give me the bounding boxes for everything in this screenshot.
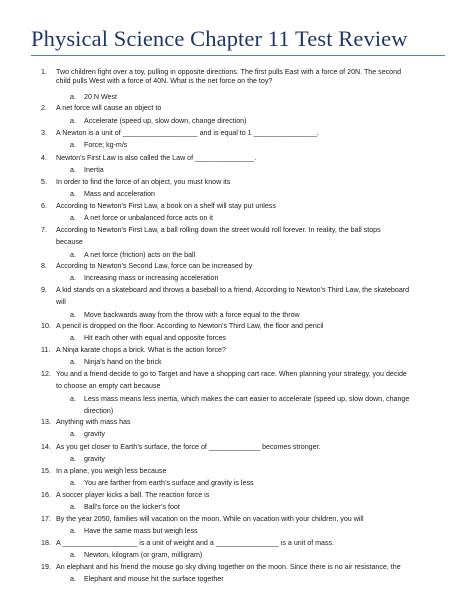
question-number: 3.: [41, 129, 47, 137]
answer-text: gravity: [84, 430, 105, 438]
title-underline: [31, 55, 445, 56]
question-text: Anything with mass has: [56, 418, 131, 426]
question-number: 10.: [41, 322, 51, 330]
answer-letter: a.: [70, 455, 76, 463]
answer-letter: a.: [70, 527, 76, 535]
question-text: A Newton is a unit of ___________________ and is equal to 1 ________________.: [56, 129, 319, 137]
question-number: 14.: [41, 443, 51, 451]
question-text: As you get closer to Earth’s surface, the force of _____________ becomes stronger.: [56, 443, 321, 451]
question-number: 6.: [41, 202, 47, 210]
answer-letter: a.: [70, 214, 76, 222]
answer-text: 20 N West: [84, 93, 117, 101]
answer-text: Force; kg-m/s: [84, 141, 128, 149]
question-number: 9.: [41, 286, 47, 294]
answer-letter: a.: [70, 551, 76, 559]
answer-letter: a.: [70, 251, 76, 259]
question-text: A kid stands on a skateboard and throws a baseball to a friend. According to Newton’s Third Law, the skateboard: [56, 286, 410, 294]
answer-text: Hit each other with equal and opposite forces: [84, 334, 226, 342]
question-text: According to Newton’s Second Law, force can be increased by: [56, 262, 253, 270]
answer-letter: a.: [70, 395, 76, 403]
question-text: A net force will cause an object to: [56, 104, 162, 112]
answer-letter: a.: [70, 575, 76, 583]
answer-letter: a.: [70, 479, 76, 487]
question-number: 2.: [41, 104, 47, 112]
answer-text: Newton, kilogram (or gram, milligram): [84, 551, 203, 559]
answer-text: Mass and acceleration: [84, 190, 155, 198]
answer-letter: a.: [70, 166, 76, 174]
answer-text: A net force or unbalanced force acts on it: [84, 214, 213, 222]
answer-text: Ninja’s hand on the brick: [84, 358, 162, 366]
question-text: According to Newton’s First Law, a ball rolling down the street would roll forever. In reality, the ball stops: [56, 226, 381, 234]
question-number: 19.: [41, 563, 51, 571]
answer-letter: a.: [70, 358, 76, 366]
question-text: A pencil is dropped on the floor. According to Newton’s Third Law, the floor and pencil: [56, 322, 324, 330]
question-text: According to Newton’s First Law, a book on a shelf will stay put unless: [56, 202, 276, 210]
question-number: 4.: [41, 154, 47, 162]
question-number: 15.: [41, 467, 51, 475]
question-text: to choose an empty cart because: [56, 382, 161, 390]
question-text: child pulls West with a force of 40N. What is the net force on the toy?: [56, 77, 273, 85]
question-number: 13.: [41, 418, 51, 426]
answer-letter: a.: [70, 141, 76, 149]
question-text: You and a friend decide to go to Target and have a shopping cart race. When planning your strategy, you decide: [56, 370, 407, 378]
question-text: In order to find the force of an object, you must know its: [56, 178, 231, 186]
answer-text: Have the same mass but weigh less: [84, 527, 198, 535]
answer-letter: a.: [70, 430, 76, 438]
question-text: A soccer player kicks a ball. The reaction force is: [56, 491, 210, 499]
answer-text: gravity: [84, 455, 105, 463]
question-text: A Ninja karate chops a brick. What is the action force?: [56, 346, 226, 354]
answer-letter: a.: [70, 311, 76, 319]
question-number: 18.: [41, 539, 51, 547]
question-text: Two children fight over a toy, pulling in opposite directions. The first pulls East with a force of 20N. The second: [56, 68, 402, 76]
answer-letter: a.: [70, 274, 76, 282]
answer-text: Inertia: [84, 166, 104, 174]
answer-text: Elephant and mouse hit the surface together: [84, 575, 224, 583]
question-number: 7.: [41, 226, 47, 234]
answer-text: A net force (friction) acts on the ball: [84, 251, 196, 259]
answer-letter: a.: [70, 190, 76, 198]
question-number: 12.: [41, 370, 51, 378]
answer-text: Increasing mass or increasing acceleration: [84, 274, 219, 282]
question-number: 5.: [41, 178, 47, 186]
answer-letter: a.: [70, 117, 76, 125]
answer-letter: a.: [70, 334, 76, 342]
answer-text: Accelerate (speed up, slow down, change direction): [84, 117, 247, 125]
answer-text: You are farther from earth’s surface and gravity is less: [84, 479, 254, 487]
question-text: An elephant and his friend the mouse go sky diving together on the moon. Since there is no air resistance, the: [56, 563, 401, 571]
question-number: 16.: [41, 491, 51, 499]
question-number: 1.: [41, 68, 47, 76]
answer-letter: a.: [70, 503, 76, 511]
question-number: 11.: [41, 346, 51, 354]
answer-text: Ball’s force on the kicker’s foot: [84, 503, 180, 511]
answer-text: direction): [84, 407, 114, 415]
question-number: 8.: [41, 262, 47, 270]
question-text: Newton’s First Law is also called the Law of _______________.: [56, 154, 257, 162]
answer-text: Move backwards away from the throw with a force equal to the throw: [84, 311, 300, 319]
question-text: In a plane, you weigh less because: [56, 467, 167, 475]
question-text: because: [56, 238, 83, 246]
question-text: will: [56, 298, 66, 306]
answer-text: Less mass means less inertia, which makes the cart easier to accelerate (speed up, slow down, change: [84, 395, 410, 403]
answer-letter: a.: [70, 93, 76, 101]
page-title: Physical Science Chapter 11 Test Review: [31, 26, 408, 51]
question-text: By the year 2050, families will vacation on the moon. While on vacation with your children, you will: [56, 515, 364, 523]
question-number: 17.: [41, 515, 51, 523]
question-text: A ___________________ is a unit of weight and a ________________ is a unit of mass.: [56, 539, 335, 547]
